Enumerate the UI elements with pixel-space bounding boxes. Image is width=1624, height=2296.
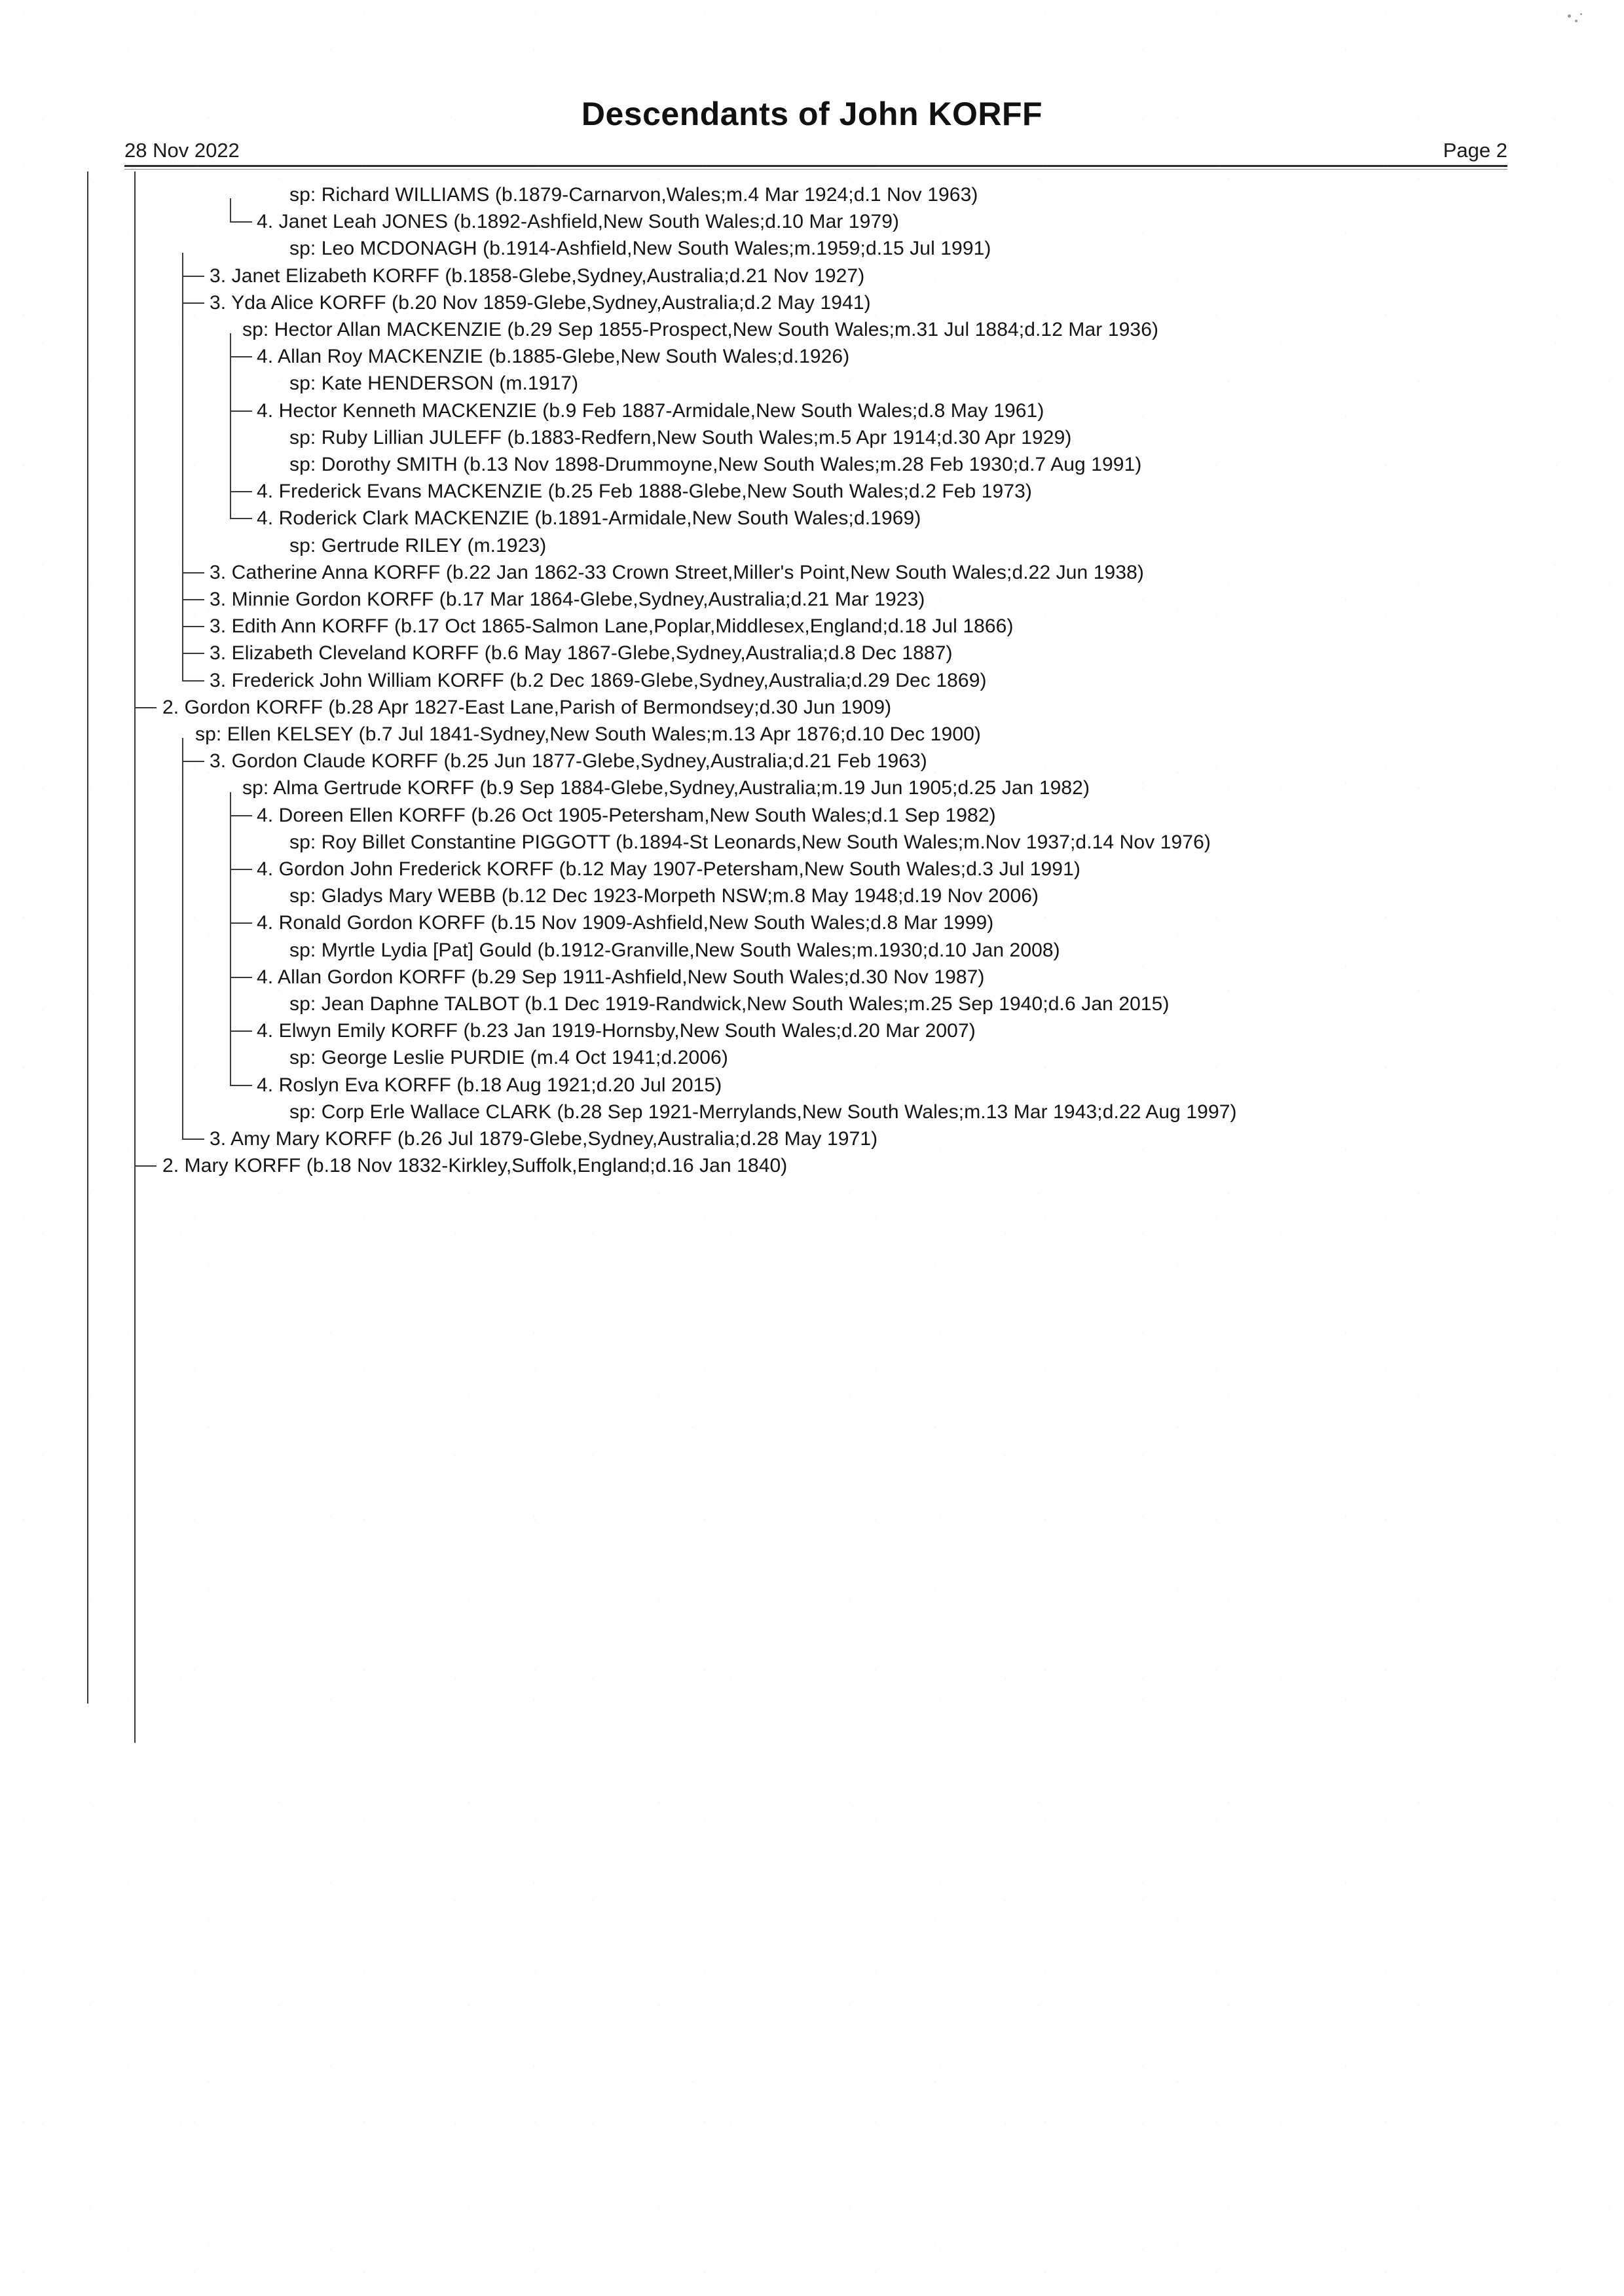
corner-smudge-icon	[1568, 12, 1585, 29]
tree-person-entry: 3. Janet Elizabeth KORFF (b.1858-Glebe,Sydney,Australia;d.21 Nov 1927)	[210, 264, 865, 287]
tree-person-entry: 4. Frederick Evans MACKENZIE (b.25 Feb 1888-Glebe,New South Wales;d.2 Feb 1973)	[257, 481, 1032, 503]
tree-connector-tick	[230, 815, 252, 816]
tree-connector-tick	[134, 707, 157, 708]
tree-connector-rail	[230, 333, 231, 518]
tree-person-entry: 3. Frederick John William KORFF (b.2 Dec 1869-Glebe,Sydney,Australia;d.29 Dec 1869)	[210, 669, 987, 691]
tree-person-entry: 2. Mary KORFF (b.18 Nov 1832-Kirkley,Suffolk,England;d.16 Jan 1840)	[162, 1155, 788, 1177]
tree-person-entry: 3. Amy Mary KORFF (b.26 Jul 1879-Glebe,Sydney,Australia;d.28 May 1971)	[210, 1128, 878, 1150]
tree-connector-tick	[182, 572, 204, 574]
tree-spouse-entry: sp: Hector Allan MACKENZIE (b.29 Sep 1855-Prospect,New South Wales;m.31 Jul 1884;d.12 Mar 1936)	[242, 319, 1159, 340]
tree-connector-tick	[182, 653, 204, 654]
tree-spouse-entry: sp: Ellen KELSEY (b.7 Jul 1841-Sydney,New South Wales;m.13 Apr 1876;d.10 Dec 1900)	[195, 723, 981, 745]
tree-connector-tick	[230, 491, 252, 492]
tree-connector-tick	[230, 356, 252, 357]
tree-connector-tick	[134, 1165, 157, 1167]
tree-ancestor-rail	[87, 172, 88, 1704]
tree-person-entry: 4. Roderick Clark MACKENZIE (b.1891-Armidale,New South Wales;d.1969)	[257, 507, 921, 530]
tree-connector-rail	[182, 253, 183, 680]
header-date: 28 Nov 2022	[124, 139, 240, 162]
tree-person-entry: 4. Allan Gordon KORFF (b.29 Sep 1911-Ashfield,New South Wales;d.30 Nov 1987)	[257, 966, 985, 988]
tree-connector-tick	[230, 1085, 252, 1086]
tree-connector-tick	[230, 518, 252, 519]
header-divider	[124, 165, 1507, 167]
tree-connector-tick	[182, 680, 204, 682]
tree-person-entry: 3. Elizabeth Cleveland KORFF (b.6 May 1867-Glebe,Sydney,Australia;d.8 Dec 1887)	[210, 642, 953, 665]
descendants-tree	[0, 172, 1624, 1795]
tree-person-entry: 4. Hector Kenneth MACKENZIE (b.9 Feb 1887-Armidale,New South Wales;d.8 May 1961)	[257, 399, 1044, 422]
tree-person-entry: 4. Elwyn Emily KORFF (b.23 Jan 1919-Hornsby,New South Wales;d.20 Mar 2007)	[257, 1020, 976, 1042]
tree-spouse-entry: sp: Jean Daphne TALBOT (b.1 Dec 1919-Randwick,New South Wales;m.25 Sep 1940;d.6 Jan 2015)	[289, 993, 1170, 1015]
tree-connector-rail	[182, 738, 183, 1139]
tree-person-entry: 3. Edith Ann KORFF (b.17 Oct 1865-Salmon Lane,Poplar,Middlesex,England;d.18 Jul 1866)	[210, 615, 1014, 638]
tree-connector-rail	[230, 792, 231, 1085]
tree-person-entry: 4. Janet Leah JONES (b.1892-Ashfield,New South Wales;d.10 Mar 1979)	[257, 211, 900, 233]
tree-person-entry: 4. Roslyn Eva KORFF (b.18 Aug 1921;d.20 Jul 2015)	[257, 1074, 722, 1096]
tree-connector-tick	[230, 977, 252, 978]
tree-person-entry: 3. Catherine Anna KORFF (b.22 Jan 1862-33 Crown Street,Miller's Point,New South Wales;d.22 Jun 1938)	[210, 561, 1145, 583]
tree-person-entry: 3. Yda Alice KORFF (b.20 Nov 1859-Glebe,Sydney,Australia;d.2 May 1941)	[210, 291, 871, 314]
tree-connector-tick	[182, 761, 204, 762]
tree-spouse-entry: sp: Leo MCDONAGH (b.1914-Ashfield,New South Wales;m.1959;d.15 Jul 1991)	[289, 238, 991, 260]
tree-spouse-entry: sp: Roy Billet Constantine PIGGOTT (b.1894-St Leonards,New South Wales;m.Nov 1937;d.14 Nov 1976)	[289, 831, 1211, 853]
tree-connector-tick	[230, 869, 252, 870]
tree-spouse-entry: sp: Richard WILLIAMS (b.1879-Carnarvon,Wales;m.4 Mar 1924;d.1 Nov 1963)	[289, 184, 978, 206]
page-title: Descendants of John KORFF	[581, 96, 1043, 132]
tree-connector-tick	[230, 410, 252, 412]
tree-spouse-entry: sp: George Leslie PURDIE (m.4 Oct 1941;d.2006)	[289, 1047, 728, 1069]
tree-connector-tick	[182, 276, 204, 277]
tree-spouse-entry: sp: Myrtle Lydia [Pat] Gould (b.1912-Granville,New South Wales;m.1930;d.10 Jan 2008)	[289, 939, 1060, 961]
tree-spouse-entry: sp: Kate HENDERSON (m.1917)	[289, 373, 579, 395]
tree-connector-rail	[230, 198, 231, 221]
tree-person-entry: 4. Doreen Ellen KORFF (b.26 Oct 1905-Petersham,New South Wales;d.1 Sep 1982)	[257, 804, 996, 826]
tree-spouse-entry: sp: Gertrude RILEY (m.1923)	[289, 534, 547, 556]
tree-person-entry: 3. Minnie Gordon KORFF (b.17 Mar 1864-Glebe,Sydney,Australia;d.21 Mar 1923)	[210, 589, 925, 610]
tree-spouse-entry: sp: Corp Erle Wallace CLARK (b.28 Sep 1921-Merrylands,New South Wales;m.13 Mar 1943;d.22 Aug 1997)	[289, 1101, 1237, 1123]
tree-person-entry: 3. Gordon Claude KORFF (b.25 Jun 1877-Glebe,Sydney,Australia;d.21 Feb 1963)	[210, 750, 927, 773]
tree-connector-tick	[182, 599, 204, 600]
tree-connector-tick	[230, 922, 252, 924]
tree-connector-tick	[182, 302, 204, 304]
tree-person-entry: 4. Allan Roy MACKENZIE (b.1885-Glebe,New South Wales;d.1926)	[257, 346, 850, 368]
tree-person-entry: 4. Gordon John Frederick KORFF (b.12 May 1907-Petersham,New South Wales;d.3 Jul 1991)	[257, 858, 1080, 880]
tree-connector-tick	[182, 1139, 204, 1140]
tree-person-entry: 2. Gordon KORFF (b.28 Apr 1827-East Lane,Parish of Bermondsey;d.30 Jun 1909)	[162, 696, 892, 718]
tree-ancestor-rail	[134, 172, 136, 1743]
tree-spouse-entry: sp: Dorothy SMITH (b.13 Nov 1898-Drummoyne,New South Wales;m.28 Feb 1930;d.7 Aug 1991)	[289, 454, 1142, 475]
tree-connector-tick	[182, 626, 204, 627]
tree-spouse-entry: sp: Gladys Mary WEBB (b.12 Dec 1923-Morpeth NSW;m.8 May 1948;d.19 Nov 2006)	[289, 885, 1039, 907]
tree-person-entry: 4. Ronald Gordon KORFF (b.15 Nov 1909-Ashfield,New South Wales;d.8 Mar 1999)	[257, 912, 994, 934]
tree-connector-tick	[230, 1030, 252, 1032]
header-page-number: Page 2	[1443, 139, 1507, 162]
tree-spouse-entry: sp: Alma Gertrude KORFF (b.9 Sep 1884-Glebe,Sydney,Australia;m.19 Jun 1905;d.25 Jan 1982)	[242, 777, 1090, 799]
tree-spouse-entry: sp: Ruby Lillian JULEFF (b.1883-Redfern,New South Wales;m.5 Apr 1914;d.30 Apr 1929)	[289, 426, 1072, 448]
page-header	[0, 0, 1624, 164]
tree-connector-tick	[230, 221, 252, 223]
